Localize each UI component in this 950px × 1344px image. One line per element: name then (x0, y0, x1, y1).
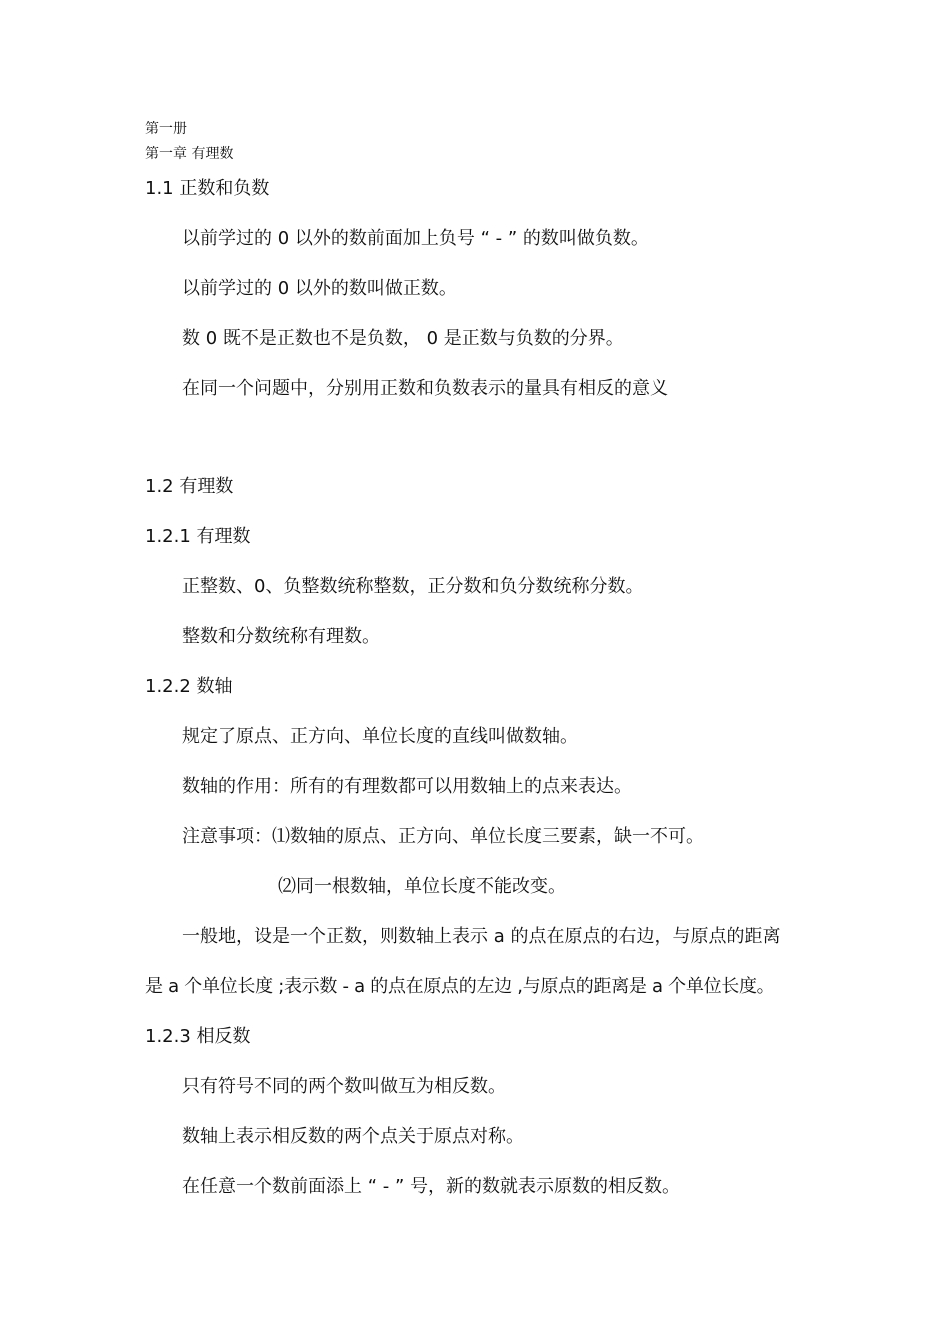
paragraph: ⑵同一根数轴，单位长度不能改变。 (278, 876, 566, 897)
paragraph: 一般地，设是一个正数，则数轴上表示 a 的点在原点的右边，与原点的距离 (182, 926, 781, 947)
paragraph: 是 a 个单位长度 ;表示数 - a 的点在原点的左边 ,与原点的距离是 a 个单位长度。 (145, 976, 775, 997)
paragraph: 正整数、0、负整数统称整数，正分数和负分数统称分数。 (182, 576, 644, 597)
section-heading-1-1: 1.1 正数和负数 (145, 178, 270, 199)
paragraph: 注意事项：⑴数轴的原点、正方向、单位长度三要素，缺一不可。 (182, 826, 704, 847)
paragraph: 在同一个问题中，分别用正数和负数表示的量具有相反的意义 (182, 378, 668, 399)
section-heading-1-2-2: 1.2.2 数轴 (145, 676, 233, 697)
paragraph: 数 0 既不是正数也不是负数， 0 是正数与负数的分界。 (182, 328, 624, 349)
paragraph: 以前学过的 0 以外的数叫做正数。 (182, 278, 457, 299)
section-heading-1-2-1: 1.2.1 有理数 (145, 526, 251, 547)
section-heading-1-2: 1.2 有理数 (145, 476, 234, 497)
paragraph: 整数和分数统称有理数。 (182, 626, 380, 647)
paragraph: 数轴的作用：所有的有理数都可以用数轴上的点来表达。 (182, 776, 632, 797)
section-heading-1-2-3: 1.2.3 相反数 (145, 1026, 251, 1047)
paragraph: 规定了原点、正方向、单位长度的直线叫做数轴。 (182, 726, 578, 747)
volume-title: 第一册 (145, 121, 187, 137)
chapter-title: 第一章 有理数 (145, 146, 234, 162)
paragraph: 只有符号不同的两个数叫做互为相反数。 (182, 1076, 506, 1097)
paragraph: 数轴上表示相反数的两个点关于原点对称。 (182, 1126, 524, 1147)
paragraph: 以前学过的 0 以外的数前面加上负号 “ - ” 的数叫做负数。 (182, 228, 649, 249)
paragraph: 在任意一个数前面添上 “ - ” 号，新的数就表示原数的相反数。 (182, 1176, 681, 1197)
